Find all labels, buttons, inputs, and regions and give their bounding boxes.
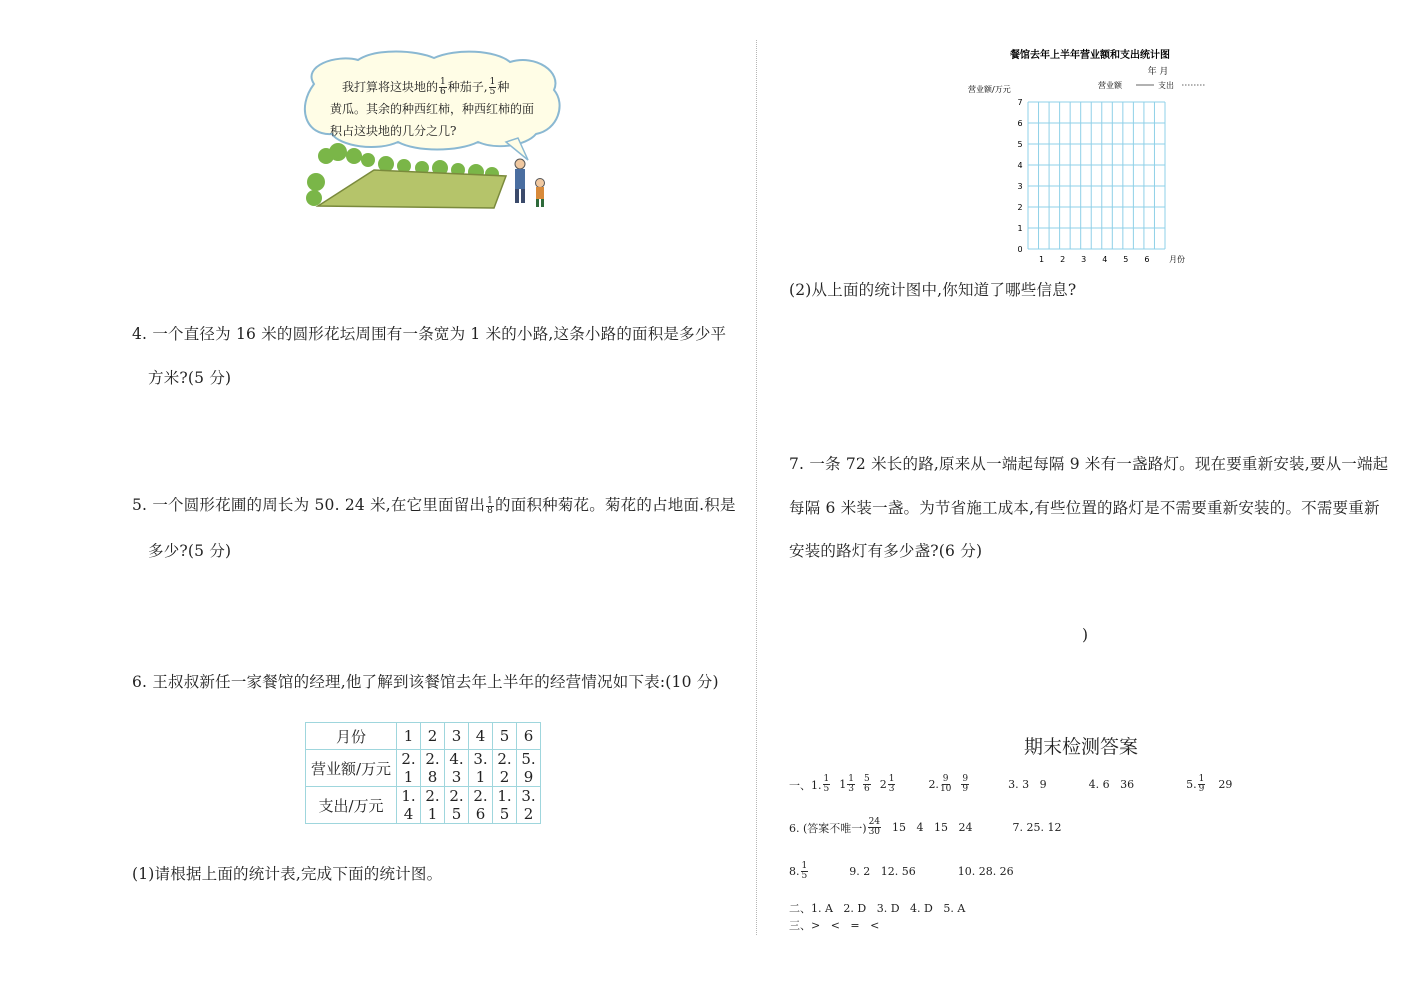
table-row-header: 营业额/万元 (306, 750, 397, 787)
answers-row-3: 8. $\frac{1}{5}$ 9. 2 12. 56 10. 28. 26 (789, 861, 1014, 881)
table-cell: 3. 1 (469, 750, 493, 787)
table-cell: 5 (493, 723, 517, 750)
speech-fraction-1: $\frac{1}{6}$ (440, 77, 446, 97)
speech-fraction-2: $\frac{1}{5}$ (489, 77, 496, 97)
y-tick-label: 0 (1017, 245, 1023, 254)
question-7-line3: 安装的路灯有多少盏?(6 分) (789, 542, 983, 560)
answers-row-2: 6. (答案不唯一) $\frac{24}{30}$ 15 4 15 24 7. 25. 12 (789, 817, 1062, 837)
chart-y-label: 营业额/万元 (968, 85, 1011, 94)
question-6-sub1: (1)请根据上面的统计表,完成下面的统计图。 (132, 865, 443, 883)
y-tick-label: 7 (1017, 98, 1023, 107)
x-tick-label: 5 (1123, 255, 1129, 264)
legend-label-revenue: 营业额 (1098, 81, 1122, 90)
y-tick-label: 2 (1017, 203, 1023, 212)
x-tick-label: 1 (1038, 255, 1045, 264)
illustration (296, 46, 564, 216)
table-cell: 5. 9 (517, 750, 541, 787)
speech-bubble-text (330, 76, 534, 142)
question-7-line1: 7. 一条 72 米长的路,原来从一端起每隔 9 米有一盏路灯。现在要重新安装,要从一端起 (789, 455, 1389, 473)
table-cell: 2. 1 (397, 750, 421, 787)
chart-date-line: 年 月 (1147, 67, 1169, 77)
ans-2-2: $\frac{9}{9}$ (962, 774, 969, 794)
table-cell: 2. 6 (469, 787, 493, 824)
ans-1-1: $\frac{1}{5}$ (823, 774, 830, 794)
y-tick-label: 1 (1017, 224, 1023, 233)
table-row (306, 787, 541, 824)
question-4-line1: 4. 一个直径为 16 米的圆形花坛周围有一条宽为 1 米的小路,这条小路的面积是多少平 (132, 325, 727, 343)
question-6-line1: 6. 王叔叔新任一家餐馆的经理,他了解到该餐馆去年上半年的经营情况如下表:(10 分) (132, 673, 719, 691)
speech-line1-pre: 我打算将这块地的 (342, 80, 439, 94)
question-6-sub2: (2)从上面的统计图中,你知道了哪些信息? (789, 281, 1077, 299)
table-cell: 6 (517, 723, 541, 750)
y-tick-label: 4 (1017, 161, 1023, 170)
ans-6-1: $\frac{24}{30}$ (868, 817, 881, 837)
answers-title: 期末检测答案 (1024, 736, 1139, 758)
table-row (306, 750, 541, 787)
operations-table-grid (305, 722, 541, 824)
table-cell: 2. 1 (421, 787, 445, 824)
operations-table (305, 722, 541, 824)
table-cell: 4 (469, 723, 493, 750)
question-5-line2: 多少?(5 分) (148, 542, 232, 560)
ans-1-3: $\frac{5}{6}$ (863, 774, 870, 794)
x-tick-label: 2 (1060, 255, 1066, 264)
x-tick-label: 6 (1144, 255, 1150, 264)
table-cell: 1 (397, 723, 421, 750)
ans-1-4: $\frac{1}{3}$ (888, 774, 895, 794)
ans-2-1: $\frac{9}{10}$ (939, 774, 952, 794)
x-tick-label: 4 (1102, 255, 1108, 264)
table-row-header: 月份 (306, 723, 397, 750)
ans-1-2: $\frac{1}{3}$ (848, 774, 854, 794)
answers-row-5: 三、> < = < (789, 919, 880, 932)
question-4-line2: 方米?(5 分) (148, 369, 232, 387)
question-5-fraction: $\frac{1}{8}$ (487, 495, 494, 516)
legend-label-expense: 支出 (1158, 81, 1174, 90)
speech-line3: 积占这块地的几分之几? (330, 124, 457, 138)
statistics-chart (960, 44, 1220, 270)
table-cell: 4. 3 (445, 750, 469, 787)
table-cell: 2 (421, 723, 445, 750)
speech-line1-mid: 种茄子, (447, 80, 488, 94)
chart-svg (960, 44, 1220, 270)
y-tick-label: 5 (1017, 140, 1023, 149)
table-row (306, 723, 541, 750)
table-cell: 1. 4 (397, 787, 421, 824)
y-tick-label: 3 (1017, 182, 1023, 191)
table-cell: 2. 5 (445, 787, 469, 824)
speech-line2: 黄瓜。其余的种西红柿，种西红柿的面 (330, 102, 535, 116)
x-tick-label: 3 (1081, 255, 1087, 264)
chart-x-label: 月份 (1169, 255, 1185, 264)
stray-parenthesis: ) (1082, 626, 1089, 644)
table-cell: 3 (445, 723, 469, 750)
table-cell: 2. 8 (421, 750, 445, 787)
y-tick-label: 6 (1017, 119, 1023, 128)
table-cell: 3. 2 (517, 787, 541, 824)
answers-row-4: 二、1. A 2. D 3. D 4. D 5. A (789, 902, 966, 915)
answers-row-1: 一、1. $\frac{1}{5}$ 1 $\frac{1}{3}$ $\frac{5}{6}$ 2 $\frac{1}{3}$ 2. $\frac{9}{10}$ $\frac{9}{9}$ 3. 3 9 4. 6 36 5. $\frac{1}{9}$ 29 (789, 774, 1233, 794)
speech-line1-post: 种 (497, 80, 510, 94)
table-row-header: 支出/万元 (306, 787, 397, 824)
chart-title: 餐馆去年上半年营业额和支出统计图 (1010, 50, 1170, 61)
ans-5-1: $\frac{1}{9}$ (1198, 774, 1205, 794)
question-7-line2: 每隔 6 米装一盏。为节省施工成本,有些位置的路灯是不需要重新安装的。不需要重新 (789, 499, 1380, 517)
table-cell: 2. 2 (493, 750, 517, 787)
ans-8-1: $\frac{1}{5}$ (801, 861, 808, 881)
question-5-line1: 5. 一个圆形花圃的周长为 50. 24 米,在它里面留出 $\frac{1}{8}$ 的面积种菊花。菊花的占地面.积是 (132, 495, 736, 516)
table-cell: 1. 5 (493, 787, 517, 824)
column-divider (756, 40, 757, 935)
